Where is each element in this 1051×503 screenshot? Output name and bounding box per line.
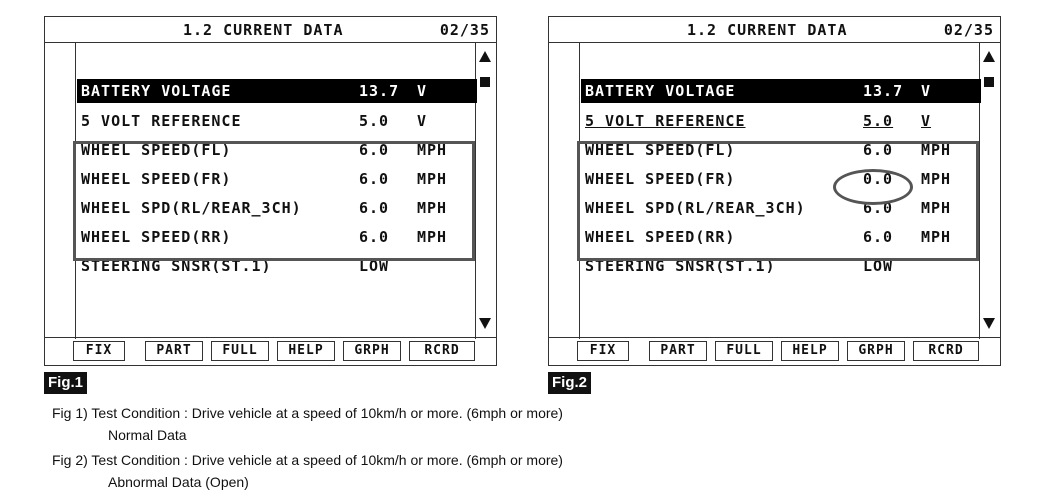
data-list — [549, 43, 1000, 339]
fig1-test-condition: Fig 1) Test Condition : Drive vehicle at a speed of 10km/h or more. (6mph or more) — [52, 405, 563, 421]
part-button[interactable]: PART — [649, 341, 707, 361]
fig1-label: Fig.1 — [44, 372, 87, 394]
scrollbar[interactable] — [474, 43, 496, 339]
scroll-up-arrow-icon[interactable] — [479, 51, 491, 62]
fix-button[interactable]: FIX — [577, 341, 629, 361]
scroll-thumb[interactable] — [984, 77, 994, 87]
help-button[interactable]: HELP — [781, 341, 839, 361]
data-row-wheel-spd-rl[interactable]: WHEEL SPD(RL/REAR_3CH) 6.0 MPH — [585, 199, 952, 217]
scrollbar[interactable] — [978, 43, 1000, 339]
function-key-bar — [549, 337, 1000, 365]
data-row-wheel-speed-rr[interactable]: WHEEL SPEED(RR) 6.0 MPH — [585, 228, 952, 246]
data-row-steering-snsr[interactable]: STEERING SNSR(ST.1) LOW — [585, 257, 894, 275]
part-button[interactable]: PART — [145, 341, 203, 361]
scroll-thumb[interactable] — [480, 77, 490, 87]
screen-title: 1.2 CURRENT DATA — [687, 21, 848, 39]
data-row-steering-snsr[interactable]: STEERING SNSR(ST.1) LOW — [81, 257, 390, 275]
data-row-wheel-speed-fr[interactable]: WHEEL SPEED(FR) 6.0 MPH — [81, 170, 448, 188]
scan-tool-screen-fig1 — [44, 16, 497, 366]
wheel-speed-highlight-box — [577, 141, 979, 261]
screen-title: 1.2 CURRENT DATA — [183, 21, 344, 39]
data-row-battery-voltage[interactable]: BATTERY VOLTAGE 13.7 V — [581, 79, 981, 103]
fig2-label: Fig.2 — [548, 372, 591, 394]
fig2-result: Abnormal Data (Open) — [108, 474, 249, 490]
grph-button[interactable]: GRPH — [343, 341, 401, 361]
data-list — [45, 43, 496, 339]
full-button[interactable]: FULL — [211, 341, 269, 361]
scroll-down-arrow-icon[interactable] — [479, 318, 491, 329]
help-button[interactable]: HELP — [277, 341, 335, 361]
data-row-wheel-speed-fl[interactable]: WHEEL SPEED(FL) 6.0 MPH — [585, 141, 952, 159]
data-row-battery-voltage[interactable]: BATTERY VOLTAGE 13.7 V — [77, 79, 477, 103]
screen-header — [549, 17, 1000, 43]
screen-header — [45, 17, 496, 43]
page-indicator: 02/35 — [439, 21, 490, 39]
scroll-down-arrow-icon[interactable] — [983, 318, 995, 329]
fig1-result: Normal Data — [108, 427, 187, 443]
scroll-up-arrow-icon[interactable] — [983, 51, 995, 62]
data-row-wheel-speed-fl[interactable]: WHEEL SPEED(FL) 6.0 MPH — [81, 141, 448, 159]
fix-button[interactable]: FIX — [73, 341, 125, 361]
data-row-5-volt-reference[interactable]: 5 VOLT REFERENCE 5.0 V — [81, 112, 428, 130]
data-row-5-volt-reference[interactable]: 5 VOLT REFERENCE 5.0 V — [585, 112, 932, 130]
rcrd-button[interactable]: RCRD — [913, 341, 979, 361]
data-row-wheel-speed-fr[interactable]: WHEEL SPEED(FR) 0.0 MPH — [585, 170, 952, 188]
scan-tool-screen-fig2 — [548, 16, 1001, 366]
full-button[interactable]: FULL — [715, 341, 773, 361]
wheel-speed-highlight-box — [73, 141, 475, 261]
function-key-bar — [45, 337, 496, 365]
fig2-test-condition: Fig 2) Test Condition : Drive vehicle at a speed of 10km/h or more. (6mph or more) — [52, 452, 563, 468]
rcrd-button[interactable]: RCRD — [409, 341, 475, 361]
page-indicator: 02/35 — [943, 21, 994, 39]
data-row-wheel-speed-rr[interactable]: WHEEL SPEED(RR) 6.0 MPH — [81, 228, 448, 246]
abnormal-value-circle — [833, 169, 913, 205]
grph-button[interactable]: GRPH — [847, 341, 905, 361]
data-row-wheel-spd-rl[interactable]: WHEEL SPD(RL/REAR_3CH) 6.0 MPH — [81, 199, 448, 217]
